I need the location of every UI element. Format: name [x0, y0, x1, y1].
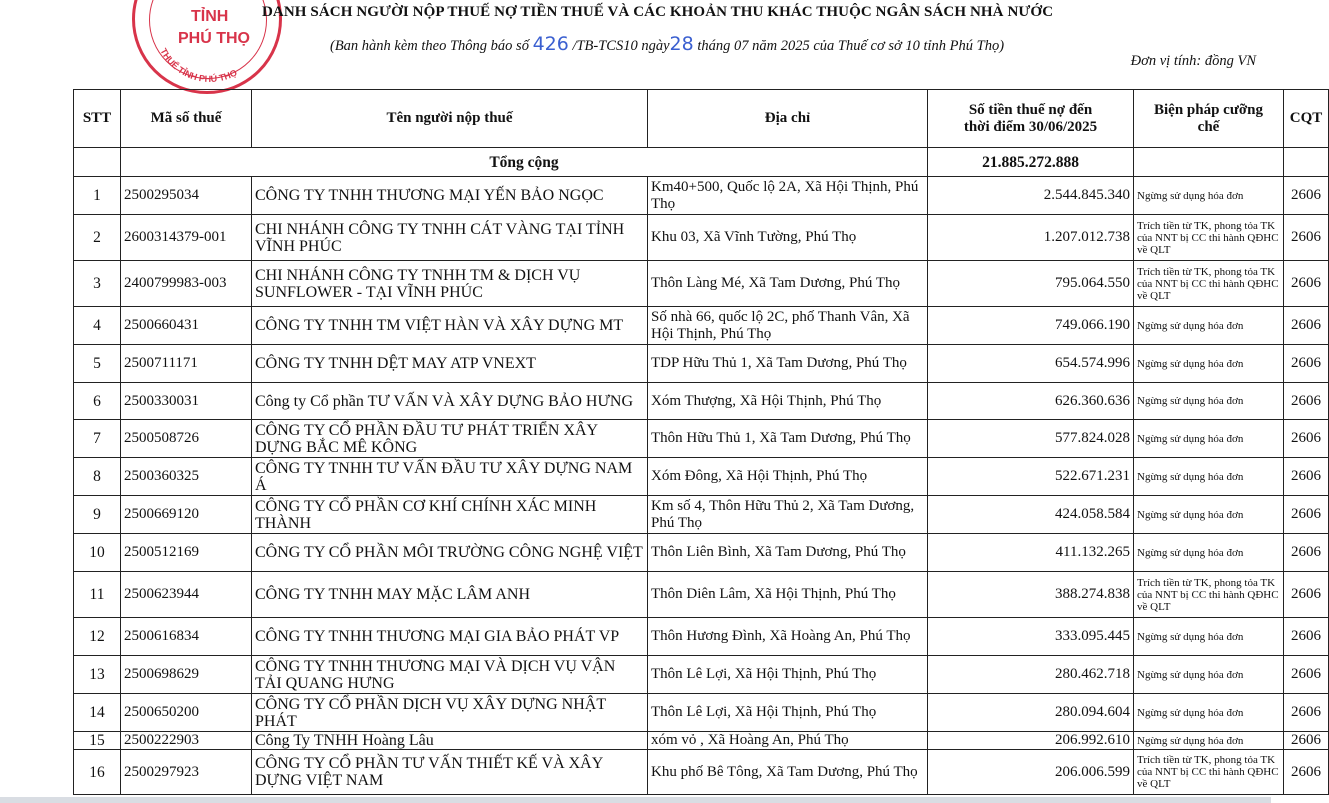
row-address: Xóm Đông, Xã Hội Thịnh, Phú Thọ — [648, 458, 928, 496]
row-enforcement-measure: Ngừng sử dụng hóa đơn — [1134, 383, 1284, 420]
horizontal-scrollbar[interactable] — [0, 797, 1271, 803]
row-taxpayer-name: Công Ty TNHH Hoàng Lâu — [252, 732, 648, 750]
row-tax-code: 2500660431 — [121, 307, 252, 345]
total-measure-cell — [1134, 148, 1284, 177]
row-enforcement-measure: Ngừng sử dụng hóa đơn — [1134, 694, 1284, 732]
row-enforcement-measure: Ngừng sử dụng hóa đơn — [1134, 345, 1284, 383]
table-row — [74, 177, 1329, 215]
row-cqt: 2606 — [1284, 458, 1329, 496]
row-debt-amount: 411.132.265 — [928, 534, 1134, 572]
table-row — [74, 750, 1329, 795]
row-address: Khu phố Bê Tông, Xã Tam Dương, Phú Thọ — [648, 750, 928, 795]
row-stt: 14 — [74, 694, 121, 732]
row-debt-amount: 333.095.445 — [928, 618, 1134, 656]
row-cqt: 2606 — [1284, 572, 1329, 618]
row-tax-code: 2500330031 — [121, 383, 252, 420]
row-enforcement-measure: Ngừng sử dụng hóa đơn — [1134, 458, 1284, 496]
row-tax-code: 2500295034 — [121, 177, 252, 215]
row-stt: 4 — [74, 307, 121, 345]
row-debt-amount: 522.671.231 — [928, 458, 1134, 496]
row-address: TDP Hữu Thủ 1, Xã Tam Dương, Phú Thọ — [648, 345, 928, 383]
row-stt: 10 — [74, 534, 121, 572]
row-tax-code: 2500698629 — [121, 656, 252, 694]
total-stt-cell — [74, 148, 121, 177]
row-taxpayer-name: CÔNG TY CỔ PHẦN DỊCH VỤ XÂY DỰNG NHẬT PHÁT — [252, 694, 648, 732]
row-address: xóm vỏ , Xã Hoàng An, Phú Thọ — [648, 732, 928, 750]
header-cqt: CQT — [1284, 90, 1329, 148]
header-enforcement-measure: Biện pháp cưỡng chế — [1134, 90, 1284, 148]
table-row — [74, 458, 1329, 496]
row-cqt: 2606 — [1284, 177, 1329, 215]
row-debt-amount: 388.274.838 — [928, 572, 1134, 618]
table-row — [74, 383, 1329, 420]
row-tax-code: 2600314379-001 — [121, 215, 252, 261]
row-taxpayer-name: CÔNG TY TNHH DỆT MAY ATP VNEXT — [252, 345, 648, 383]
seal-text-line2: PHÚ THỌ — [178, 30, 250, 47]
header-debt-amount: Số tiền thuế nợ đến thời điểm 30/06/2025 — [928, 90, 1134, 148]
table-row — [74, 307, 1329, 345]
table-row — [74, 345, 1329, 383]
row-cqt: 2606 — [1284, 383, 1329, 420]
row-cqt: 2606 — [1284, 656, 1329, 694]
row-cqt: 2606 — [1284, 215, 1329, 261]
row-address: Thôn Lê Lợi, Xã Hội Thịnh, Phú Thọ — [648, 694, 928, 732]
row-debt-amount: 280.094.604 — [928, 694, 1134, 732]
row-cqt: 2606 — [1284, 534, 1329, 572]
row-tax-code: 2500360325 — [121, 458, 252, 496]
row-enforcement-measure: Trích tiền từ TK, phong tỏa TK của NNT bị CC thi hành QĐHC về QLT — [1134, 261, 1284, 307]
header-stt: STT — [74, 90, 121, 148]
row-address: Thôn Hương Đình, Xã Hoàng An, Phú Thọ — [648, 618, 928, 656]
row-cqt: 2606 — [1284, 420, 1329, 458]
row-stt: 8 — [74, 458, 121, 496]
header-tax-code: Mã số thuế — [121, 90, 252, 148]
table-row — [74, 261, 1329, 307]
seal-text-line1: TỈNH — [191, 8, 229, 25]
subtitle-part1: (Ban hành kèm theo Thông báo số — [330, 38, 529, 54]
currency-unit: Đơn vị tính: đồng VN — [1130, 53, 1256, 69]
table-row — [74, 732, 1329, 750]
row-cqt: 2606 — [1284, 307, 1329, 345]
row-taxpayer-name: CÔNG TY CỔ PHẦN MÔI TRƯỜNG CÔNG NGHỆ VIỆT — [252, 534, 648, 572]
row-debt-amount: 424.058.584 — [928, 496, 1134, 534]
row-tax-code: 2500297923 — [121, 750, 252, 795]
row-stt: 3 — [74, 261, 121, 307]
official-seal — [132, 0, 282, 94]
row-enforcement-measure: Ngừng sử dụng hóa đơn — [1134, 177, 1284, 215]
row-debt-amount: 206.006.599 — [928, 750, 1134, 795]
row-stt: 13 — [74, 656, 121, 694]
row-enforcement-measure: Trích tiền từ TK, phong tỏa TK của NNT bị CC thi hành QĐHC về QLT — [1134, 750, 1284, 795]
row-enforcement-measure: Ngừng sử dụng hóa đơn — [1134, 420, 1284, 458]
row-debt-amount: 654.574.996 — [928, 345, 1134, 383]
table-row — [74, 496, 1329, 534]
row-address: Thôn Lê Lợi, Xã Hội Thịnh, Phú Thọ — [648, 656, 928, 694]
document-subtitle — [330, 33, 1004, 55]
table-row — [74, 534, 1329, 572]
row-taxpayer-name: CÔNG TY TNHH TM VIỆT HÀN VÀ XÂY DỰNG MT — [252, 307, 648, 345]
row-debt-amount: 280.462.718 — [928, 656, 1134, 694]
row-cqt: 2606 — [1284, 732, 1329, 750]
table-row — [74, 572, 1329, 618]
total-label: Tổng cộng — [121, 148, 928, 177]
debtor-table — [73, 89, 1329, 795]
row-debt-amount: 1.207.012.738 — [928, 215, 1134, 261]
row-cqt: 2606 — [1284, 345, 1329, 383]
handwritten-doc-number: 426 — [532, 33, 569, 55]
total-amount: 21.885.272.888 — [928, 148, 1134, 177]
row-taxpayer-name: CÔNG TY CỔ PHẦN TƯ VẤN THIẾT KẾ VÀ XÂY DỰNG VIỆT NAM — [252, 750, 648, 795]
row-address: Xóm Thượng, Xã Hội Thịnh, Phú Thọ — [648, 383, 928, 420]
row-taxpayer-name: CÔNG TY CỔ PHẦN ĐẦU TƯ PHÁT TRIỂN XÂY DỰNG BẮC MÊ KÔNG — [252, 420, 648, 458]
row-stt: 7 — [74, 420, 121, 458]
row-taxpayer-name: Công ty Cổ phần TƯ VẤN VÀ XÂY DỰNG BẢO HƯNG — [252, 383, 648, 420]
subtitle-part2: /TB-TCS10 ngày — [572, 38, 670, 54]
table-row — [74, 215, 1329, 261]
row-enforcement-measure: Ngừng sử dụng hóa đơn — [1134, 656, 1284, 694]
row-debt-amount: 749.066.190 — [928, 307, 1134, 345]
table-row — [74, 618, 1329, 656]
row-taxpayer-name: CÔNG TY TNHH THƯƠNG MẠI YẾN BẢO NGỌC — [252, 177, 648, 215]
row-taxpayer-name: CÔNG TY TNHH MAY MẶC LÂM ANH — [252, 572, 648, 618]
table-row — [74, 420, 1329, 458]
row-stt: 5 — [74, 345, 121, 383]
row-cqt: 2606 — [1284, 496, 1329, 534]
row-address: Thôn Diên Lâm, Xã Hội Thịnh, Phú Thọ — [648, 572, 928, 618]
header-taxpayer-name: Tên người nộp thuế — [252, 90, 648, 148]
row-taxpayer-name: CÔNG TY CỔ PHẦN CƠ KHÍ CHÍNH XÁC MINH THÀNH — [252, 496, 648, 534]
row-address: Km40+500, Quốc lộ 2A, Xã Hội Thịnh, Phú Thọ — [648, 177, 928, 215]
row-debt-amount: 577.824.028 — [928, 420, 1134, 458]
row-debt-amount: 206.992.610 — [928, 732, 1134, 750]
row-stt: 15 — [74, 732, 121, 750]
row-stt: 6 — [74, 383, 121, 420]
total-cqt-cell — [1284, 148, 1329, 177]
subtitle-part3: tháng 07 năm 2025 của Thuế cơ sở 10 tỉnh Phú Thọ) — [697, 38, 1005, 54]
seal-ring-bottom-text: THUẾ TỈNH PHÚ THỌ — [158, 46, 239, 85]
row-debt-amount: 795.064.550 — [928, 261, 1134, 307]
row-tax-code: 2500650200 — [121, 694, 252, 732]
row-stt: 9 — [74, 496, 121, 534]
row-taxpayer-name: CHI NHÁNH CÔNG TY TNHH TM & DỊCH VỤ SUNFLOWER - TẠI VĨNH PHÚC — [252, 261, 648, 307]
row-cqt: 2606 — [1284, 261, 1329, 307]
row-tax-code: 2500669120 — [121, 496, 252, 534]
row-enforcement-measure: Ngừng sử dụng hóa đơn — [1134, 618, 1284, 656]
row-taxpayer-name: CÔNG TY TNHH THƯƠNG MẠI VÀ DỊCH VỤ VẬN TẢI QUANG HƯNG — [252, 656, 648, 694]
row-stt: 12 — [74, 618, 121, 656]
row-taxpayer-name: CHI NHÁNH CÔNG TY TNHH CÁT VÀNG TẠI TỈNH VĨNH PHÚC — [252, 215, 648, 261]
row-cqt: 2606 — [1284, 750, 1329, 795]
row-stt: 2 — [74, 215, 121, 261]
row-address: Khu 03, Xã Vĩnh Tường, Phú Thọ — [648, 215, 928, 261]
row-tax-code: 2500711171 — [121, 345, 252, 383]
row-enforcement-measure: Ngừng sử dụng hóa đơn — [1134, 732, 1284, 750]
row-tax-code: 2400799983-003 — [121, 261, 252, 307]
row-enforcement-measure: Ngừng sử dụng hóa đơn — [1134, 496, 1284, 534]
row-taxpayer-name: CÔNG TY TNHH TƯ VẤN ĐẦU TƯ XÂY DỰNG NAM Á — [252, 458, 648, 496]
row-enforcement-measure: Trích tiền từ TK, phong tỏa TK của NNT bị CC thi hành QĐHC về QLT — [1134, 215, 1284, 261]
handwritten-day: 28 — [669, 33, 694, 55]
row-enforcement-measure: Ngừng sử dụng hóa đơn — [1134, 307, 1284, 345]
total-row — [74, 148, 1329, 177]
row-address: Thôn Liên Bình, Xã Tam Dương, Phú Thọ — [648, 534, 928, 572]
row-address: Thôn Làng Mé, Xã Tam Dương, Phú Thọ — [648, 261, 928, 307]
row-debt-amount: 2.544.845.340 — [928, 177, 1134, 215]
row-stt: 1 — [74, 177, 121, 215]
header-address: Địa chỉ — [648, 90, 928, 148]
row-stt: 16 — [74, 750, 121, 795]
row-tax-code: 2500222903 — [121, 732, 252, 750]
header-row — [74, 90, 1329, 148]
row-enforcement-measure: Trích tiền từ TK, phong tỏa TK của NNT bị CC thi hành QĐHC về QLT — [1134, 572, 1284, 618]
row-address: Thôn Hữu Thủ 1, Xã Tam Dương, Phú Thọ — [648, 420, 928, 458]
row-tax-code: 2500616834 — [121, 618, 252, 656]
row-taxpayer-name: CÔNG TY TNHH THƯƠNG MẠI GIA BẢO PHÁT VP — [252, 618, 648, 656]
row-debt-amount: 626.360.636 — [928, 383, 1134, 420]
row-address: Km số 4, Thôn Hữu Thủ 2, Xã Tam Dương, Phú Thọ — [648, 496, 928, 534]
row-tax-code: 2500623944 — [121, 572, 252, 618]
table-row — [74, 656, 1329, 694]
row-cqt: 2606 — [1284, 618, 1329, 656]
row-tax-code: 2500512169 — [121, 534, 252, 572]
document-title: DANH SÁCH NGƯỜI NỘP THUẾ NỢ TIỀN THUẾ VÀ CÁC KHOẢN THU KHÁC THUỘC NGÂN SÁCH NHÀ NƯỚC — [262, 4, 1054, 20]
row-stt: 11 — [74, 572, 121, 618]
row-enforcement-measure: Ngừng sử dụng hóa đơn — [1134, 534, 1284, 572]
row-tax-code: 2500508726 — [121, 420, 252, 458]
row-address: Số nhà 66, quốc lộ 2C, phố Thanh Vân, Xã Hội Thịnh, Phú Thọ — [648, 307, 928, 345]
row-cqt: 2606 — [1284, 694, 1329, 732]
table-row — [74, 694, 1329, 732]
